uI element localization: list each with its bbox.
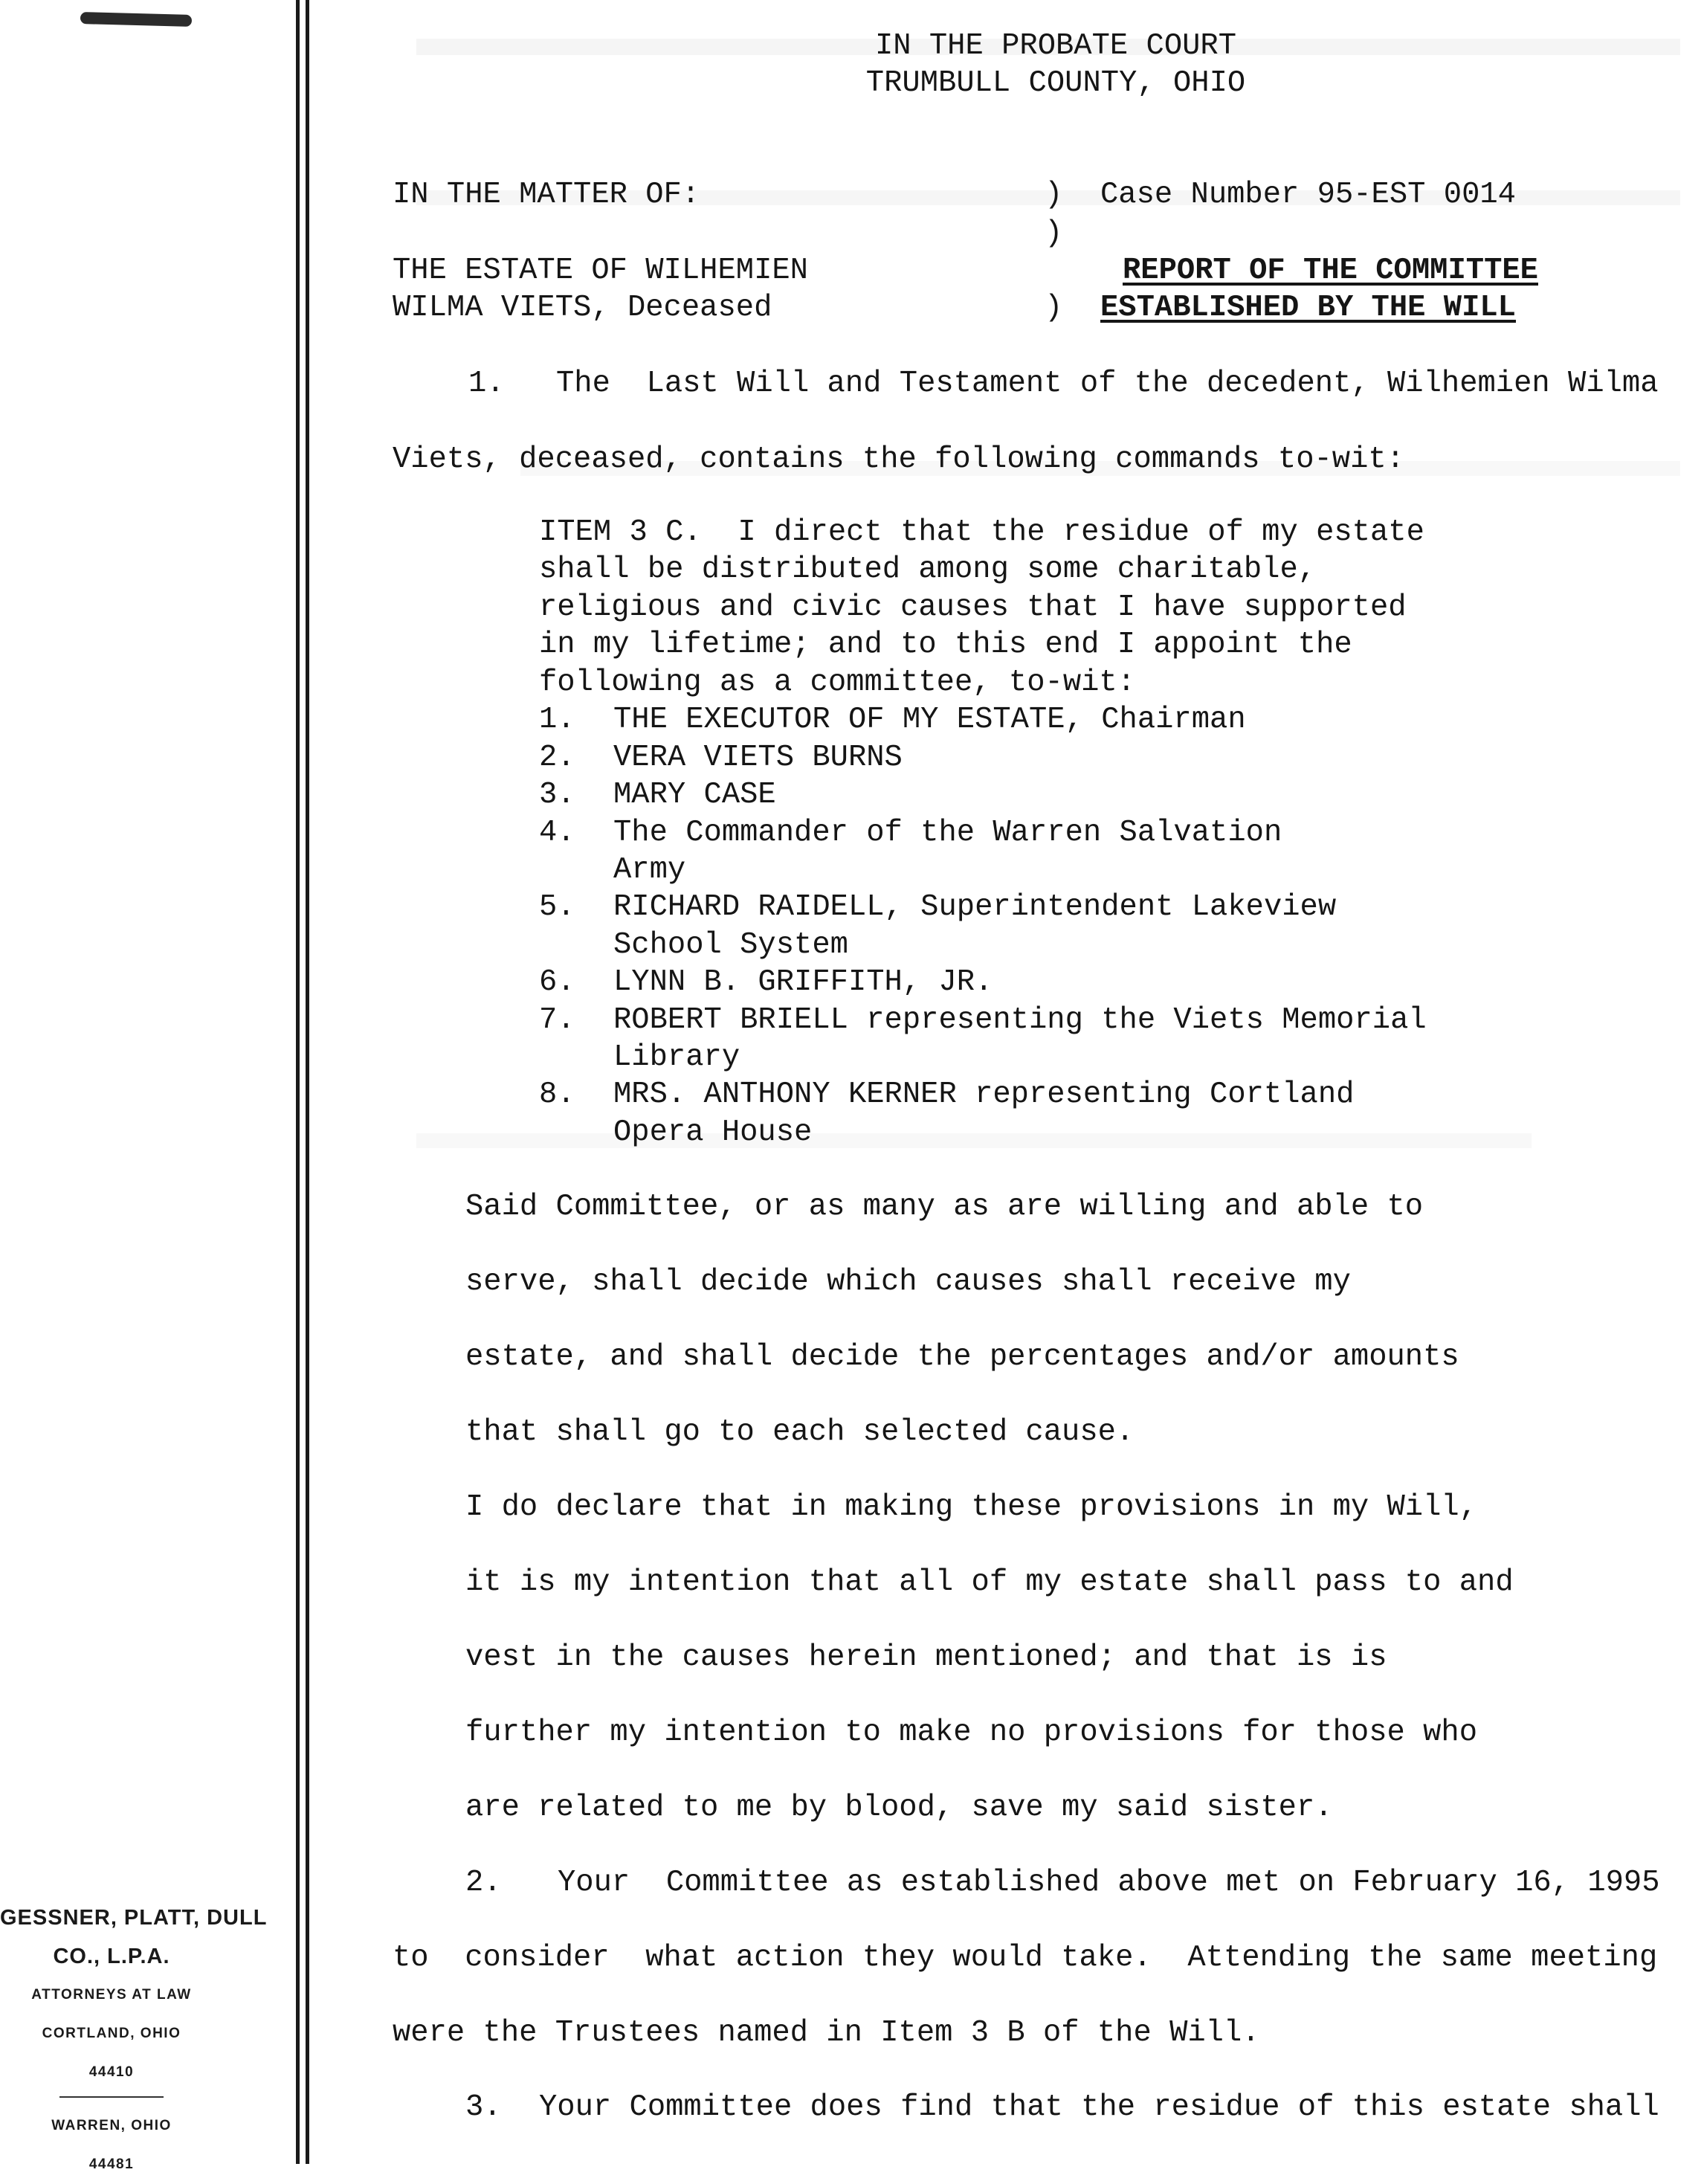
will-line: serve, shall decide which causes shall receive my	[465, 1265, 1351, 1299]
member-number: 4.	[539, 816, 575, 850]
will-line: vest in the causes herein mentioned; and that is is	[465, 1640, 1387, 1675]
member-name-cont: Library	[613, 1040, 740, 1075]
firm-name-line2: CO., L.P.A.	[53, 1945, 170, 1968]
will-line: I do declare that in making these provisions in my Will,	[465, 1490, 1478, 1524]
will-line: that shall go to each selected cause.	[465, 1415, 1135, 1449]
matter-of: IN THE MATTER OF:	[393, 178, 700, 212]
member-name-cont: Opera House	[613, 1115, 813, 1150]
quote-line: ITEM 3 C. I direct that the residue of my estate	[539, 515, 1424, 550]
member-number: 2.	[539, 741, 575, 775]
member-number: 7.	[539, 1003, 575, 1037]
firm-divider	[59, 2096, 164, 2098]
firm-zip-2: 44481	[88, 2156, 135, 2172]
para2-line3: were the Trustees named in Item 3 B of the Will.	[393, 2016, 1260, 2050]
quote-line: shall be distributed among some charitable,	[539, 553, 1317, 587]
para2-line2: to consider what action they would take. Attending the same meeting	[393, 1941, 1658, 1975]
court-heading-line1: IN THE PROBATE COURT	[874, 29, 1237, 63]
member-name-cont: Army	[613, 853, 686, 887]
para1-line1: The Last Will and Testament of the decedent, Wilhemien Wilma	[556, 367, 1659, 401]
para2-line1: Your Committee as established above met on February 16, 1995	[558, 1866, 1660, 1900]
firm-name-line1: GESSNER, PLATT, DULL	[0, 1906, 268, 1930]
para3-number: 3.	[465, 2090, 502, 2125]
member-name: ROBERT BRIELL representing the Viets Memorial	[613, 1003, 1427, 1037]
firm-practice: ATTORNEYS AT LAW	[31, 1987, 192, 2003]
estate-name-line2: WILMA VIETS, Deceased	[393, 291, 772, 325]
firm-zip-1: 44410	[88, 2064, 135, 2080]
report-title-line2: ESTABLISHED BY THE WILL	[1100, 291, 1516, 325]
member-number: 6.	[539, 965, 575, 999]
case-number: Case Number 95-EST 0014	[1100, 178, 1516, 212]
court-heading-line2: TRUMBULL COUNTY, OHIO	[865, 66, 1246, 100]
quote-line: religious and civic causes that I have supported	[539, 590, 1407, 625]
member-name-cont: School System	[613, 928, 848, 962]
margin-rule-right	[306, 0, 309, 2164]
member-number: 5.	[539, 890, 575, 924]
caption-paren: )	[1045, 178, 1063, 212]
member-name: MRS. ANTHONY KERNER representing Cortland	[613, 1077, 1355, 1112]
member-name: RICHARD RAIDELL, Superintendent Lakeview	[613, 890, 1337, 924]
will-line: are related to me by blood, save my said sister.	[465, 1791, 1333, 1825]
margin-rule-left	[296, 0, 300, 2164]
para1-number: 1.	[468, 367, 505, 401]
member-name: The Commander of the Warren Salvation	[613, 816, 1282, 850]
report-title-line1: REPORT OF THE COMMITTEE	[1123, 254, 1538, 288]
quote-line: in my lifetime; and to this end I appoint the	[539, 628, 1352, 662]
member-number: 8.	[539, 1077, 575, 1112]
member-name: LYNN B. GRIFFITH, JR.	[613, 965, 993, 999]
firm-city-2: WARREN, OHIO	[51, 2118, 172, 2133]
member-number: 3.	[539, 778, 575, 812]
will-line: further my intention to make no provisions for those who	[465, 1716, 1478, 1750]
caption-paren: )	[1045, 291, 1063, 325]
caption-paren: )	[1045, 216, 1063, 251]
staple-mark	[80, 12, 192, 27]
para2-number: 2.	[465, 1866, 502, 1900]
para3-line1: Your Committee does find that the residue of this estate shall	[539, 2090, 1659, 2125]
para1-line2: Viets, deceased, contains the following commands to-wit:	[393, 442, 1405, 477]
member-number: 1.	[539, 703, 575, 737]
will-line: estate, and shall decide the percentages and/or amounts	[465, 1340, 1459, 1374]
firm-city-1: CORTLAND, OHIO	[42, 2026, 181, 2041]
will-line: Said Committee, or as many as are willing and able to	[465, 1190, 1424, 1224]
member-name: MARY CASE	[613, 778, 776, 812]
law-firm-block	[0, 1898, 268, 2184]
quote-line: following as a committee, to-wit:	[539, 666, 1136, 700]
member-name: VERA VIETS BURNS	[613, 741, 903, 775]
member-name: THE EXECUTOR OF MY ESTATE, Chairman	[613, 703, 1246, 737]
will-line: it is my intention that all of my estate shall pass to and	[465, 1565, 1514, 1600]
estate-name-line1: THE ESTATE OF WILHEMIEN	[393, 254, 808, 288]
